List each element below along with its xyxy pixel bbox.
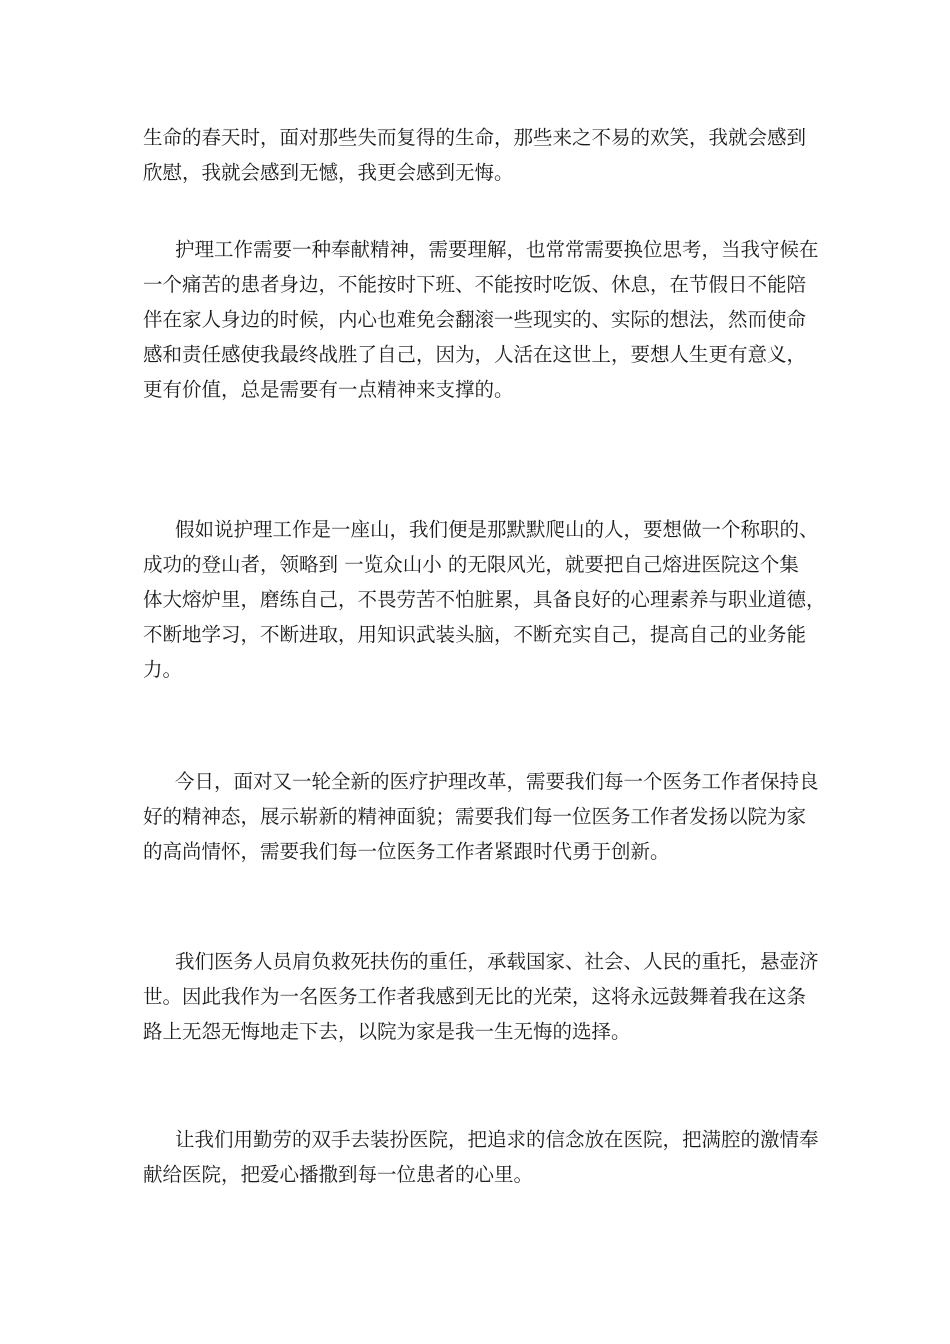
text-line: 不断地学习，不断进取，用知识武装头脑，不断充实自己，提高自己的业务能	[143, 623, 807, 646]
text-line: 献给医院，把爱心播撒到每一位患者的心里。	[143, 1163, 534, 1186]
text-line: 感和责任感使我最终战胜了自己，因为，人活在这世上，要想人生更有意义，	[143, 343, 807, 366]
text-line: 生命的春天时，面对那些失而复得的生命，那些来之不易的欢笑，我就会感到	[143, 126, 807, 149]
text-line: 更有价值，总是需要有一点精神来支撑的。	[143, 378, 514, 401]
text-line: 世。因此我作为一名医务工作者我感到无比的光荣，这将永远鼓舞着我在这条	[143, 985, 807, 1008]
text-line: 假如说护理工作是一座山，我们便是那默默爬山的人，要想做一个称职的、	[175, 518, 819, 541]
text-line: 的高尚情怀，需要我们每一位医务工作者紧跟时代勇于创新。	[143, 840, 670, 863]
text-line: 伴在家人身边的时候，内心也难免会翻滚一些现实的、实际的想法，然而使命	[143, 308, 807, 331]
text-line: 今日，面对又一轮全新的医疗护理改革，需要我们每一个医务工作者保持良	[175, 770, 819, 793]
text-line: 力。	[143, 658, 183, 681]
text-line: 护理工作需要一种奉献精神，需要理解，也常常需要换位思考，当我守候在	[175, 238, 819, 261]
paragraph-3	[143, 512, 826, 687]
text-line: 体大熔炉里，磨练自己，不畏劳苦不怕脏累，具备良好的心理素养与职业道德，	[143, 588, 826, 611]
text-line: 路上无怨无悔地走下去，以院为家是我一生无悔的选择。	[143, 1020, 631, 1043]
paragraph-5	[143, 944, 819, 1049]
text-line: 我们医务人员肩负救死扶伤的重任，承载国家、社会、人民的重托，悬壶济	[175, 950, 819, 973]
text-line: 好的精神态，展示崭新的精神面貌；需要我们每一位医务工作者发扬以院为家	[143, 805, 807, 828]
paragraph-2	[143, 232, 819, 407]
paragraph-6	[143, 1122, 819, 1192]
paragraph-1	[143, 120, 806, 190]
text-line: 一个痛苦的患者身边，不能按时下班、不能按时吃饭、休息，在节假日不能陪	[143, 273, 807, 296]
paragraph-4	[143, 764, 819, 869]
text-line: 成功的登山者，领略到 一览众山小 的无限风光，就要把自己熔进医院这个集	[143, 553, 799, 576]
text-line: 欣慰，我就会感到无憾，我更会感到无悔。	[143, 161, 514, 184]
text-line: 让我们用勤劳的双手去装扮医院，把追求的信念放在医院，把满腔的激情奉	[175, 1128, 819, 1151]
